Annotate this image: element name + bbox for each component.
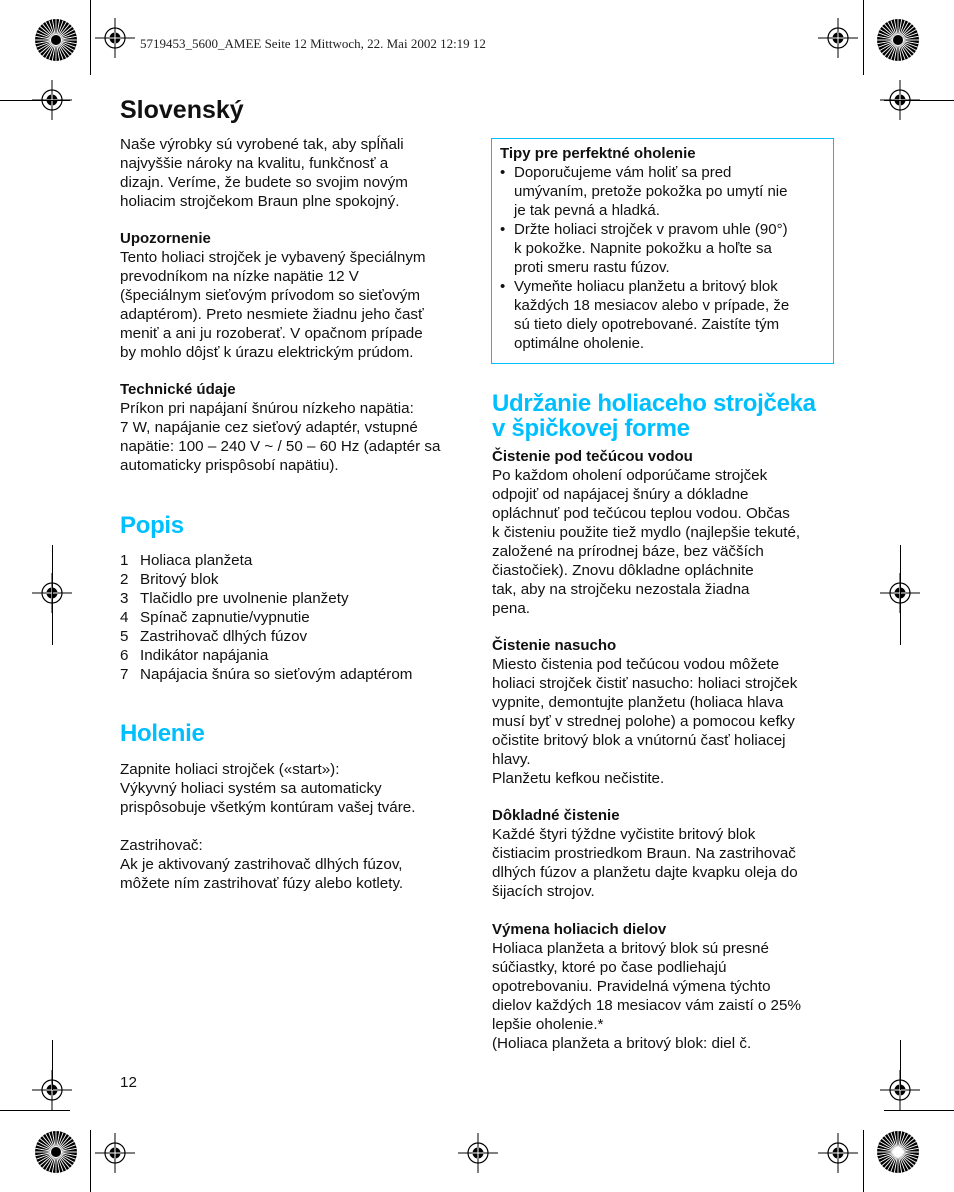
registration-mark-icon xyxy=(818,1133,858,1173)
text-line: Zastrihovač: xyxy=(120,837,203,854)
rinse-heading: Čistenie pod tečúcou vodou xyxy=(492,448,693,465)
registration-mark-icon xyxy=(95,18,135,58)
tip-item: • Držte holiaci strojček v pravom uhle (90°) k pokožke. Napnite pokožku a hoľte sa proti smeru rastu fúzov. xyxy=(500,221,788,276)
maintenance-title: Udržanie holiaceho strojčeka v špičkovej forme xyxy=(492,390,816,442)
text-line: Ak je aktivovaný zastrihovač dlhých fúzov, xyxy=(120,856,403,873)
text-line: prevodníkom na nízke napätie 12 V xyxy=(120,268,359,285)
tips-heading: Tipy pre perfektné oholenie xyxy=(500,145,696,162)
text-line: 7 W, napájanie cez sieťový adaptér, vstupné xyxy=(120,419,418,436)
tip-item: • Vymeňte holiacu planžetu a britový blok každých 18 mesiacov alebo v prípade, že sú tieto diely opotrebované. Zaistíte tým optimálne oholenie. xyxy=(500,278,790,352)
crop-line xyxy=(884,1110,954,1111)
list-item: 6 Indikátor napájania xyxy=(120,647,269,664)
text-line: najvyššie nároky na kvalitu, funkčnosť a xyxy=(120,155,389,172)
registration-mark-icon xyxy=(818,18,858,58)
replace-section: Výmena holiacich dielov Holiaca planžeta a britový blok sú presné súčiastky, ktoré po čase podliehajú opotrebovaniu. Pravidelná výmena týchto dielov každých 18 mesiacov vám zaistí o 25% lepšie oholenie.* (Holiaca planžeta a britový blok: diel č. xyxy=(492,920,837,1053)
text-line: by mohlo dôjsť k úrazu elektrickým prúdom. xyxy=(120,344,414,361)
dry-section: Čistenie nasucho Miesto čistenia pod tečúcou vodou môžete holiaci strojček čistiť nasucho: holiaci strojček vypnite, demontujte planžetu (holiaca hlava musí byť v strednej polohe) a pomocou kefky očistite britový blok a vnútornú časť holiacej hlavy. Planžetu kefkou nečistite. xyxy=(492,636,837,788)
page-title: Slovenský xyxy=(120,96,244,124)
page-number: 12 xyxy=(120,1074,137,1091)
crop-line xyxy=(52,1040,53,1090)
list-item: 4 Spínač zapnutie/vypnutie xyxy=(120,609,310,626)
replace-heading: Výmena holiacich dielov xyxy=(492,921,667,938)
rosette-mark-icon xyxy=(876,18,920,62)
list-item: 2 Britový blok xyxy=(120,571,219,588)
tech-section xyxy=(120,380,465,475)
crop-line xyxy=(0,1110,70,1111)
rinse-section: Čistenie pod tečúcou vodou Po každom oholení odporúčame strojček odpojiť od napájacej šnúry a dókladne opláchnuť pod tečúcou teplou vodou. Občas k čisteniu použite tiež mydlo (najlepšie tekuté, založené na prírodnej báze, bez väčších čiastočiek). Znovu dôkladne opláchnite tak, aby na strojčeku nezostala žiadna pena. xyxy=(492,447,837,618)
text-line: adaptérom). Preto nesmiete žiadnu jeho časť xyxy=(120,306,424,323)
text-line: prispôsobuje všetkým kontúram vašej tváre. xyxy=(120,799,416,816)
tech-heading: Technické údaje xyxy=(120,381,236,398)
tip-item: • Doporučujeme vám holiť sa pred umývaním, pretože pokožka po umytí nie je tak pevná a hladká. xyxy=(500,164,788,219)
text-line: Naše výrobky sú vyrobené tak, aby spĺňali xyxy=(120,136,404,153)
parts-list xyxy=(120,551,465,684)
crop-line xyxy=(863,1130,864,1192)
list-item: 1 Holiaca planžeta xyxy=(120,552,253,569)
thorough-section: Dôkladné čistenie Každé štyri týždne vyčistite britový blok čistiacim prostriedkom Braun. Na zastrihovač dlhých fúzov a planžetu dajte kvapku oleja do šijacích strojov. xyxy=(492,806,837,901)
dry-heading: Čistenie nasucho xyxy=(492,637,617,654)
tips-box xyxy=(491,138,834,364)
print-header: 5719453_5600_AMEE Seite 12 Mittwoch, 22. Mai 2002 12:19 12 xyxy=(140,36,486,51)
holenie-paragraph xyxy=(120,760,465,893)
thorough-heading: Dôkladné čistenie xyxy=(492,807,620,824)
rosette-mark-icon xyxy=(34,1130,78,1174)
crop-line xyxy=(900,1040,901,1090)
text-line: holiacim strojčekom Braun plne spokojný. xyxy=(120,193,400,210)
holenie-title: Holenie xyxy=(120,720,205,747)
popis-title: Popis xyxy=(120,512,184,539)
warning-heading: Upozornenie xyxy=(120,230,211,247)
text-line: automaticky prispôsobí napätiu). xyxy=(120,457,339,474)
text-line: dizajn. Veríme, že budete so svojim novým xyxy=(120,174,408,191)
crop-line xyxy=(884,100,954,101)
text-line: meniť a ani ju rozoberať. V opačnom prípade xyxy=(120,325,423,342)
text-line: (špeciálnym sieťovým prívodom so sieťovým xyxy=(120,287,421,304)
text-line: Príkon pri napájaní šnúrou nízkeho napätia: xyxy=(120,400,414,417)
text-line: môžete ním zastrihovať fúzy alebo kotlety. xyxy=(120,875,404,892)
registration-mark-icon xyxy=(458,1133,498,1173)
text-line: Zapnite holiaci strojček («start»): xyxy=(120,761,340,778)
registration-mark-icon xyxy=(95,1133,135,1173)
rosette-mark-icon xyxy=(34,18,78,62)
list-item: 3 Tlačidlo pre uvolnenie planžety xyxy=(120,590,349,607)
crop-line xyxy=(90,0,91,75)
crop-line xyxy=(863,0,864,75)
text-line: napätie: 100 – 240 V ~ / 50 – 60 Hz (adaptér sa xyxy=(120,438,441,455)
list-item: 5 Zastrihovač dlhých fúzov xyxy=(120,628,308,645)
warning-section xyxy=(120,229,465,362)
crop-line xyxy=(90,1130,91,1192)
crop-line xyxy=(900,545,901,645)
text-line: Tento holiaci strojček je vybavený špeciálnym xyxy=(120,249,426,266)
crop-line xyxy=(52,545,53,645)
text-line: Výkyvný holiaci systém sa automaticky xyxy=(120,780,382,797)
rosette-mark-icon xyxy=(876,1130,920,1174)
intro-paragraph xyxy=(120,135,465,211)
list-item: 7 Napájacia šnúra so sieťovým adaptérom xyxy=(120,666,413,683)
crop-line xyxy=(0,100,70,101)
